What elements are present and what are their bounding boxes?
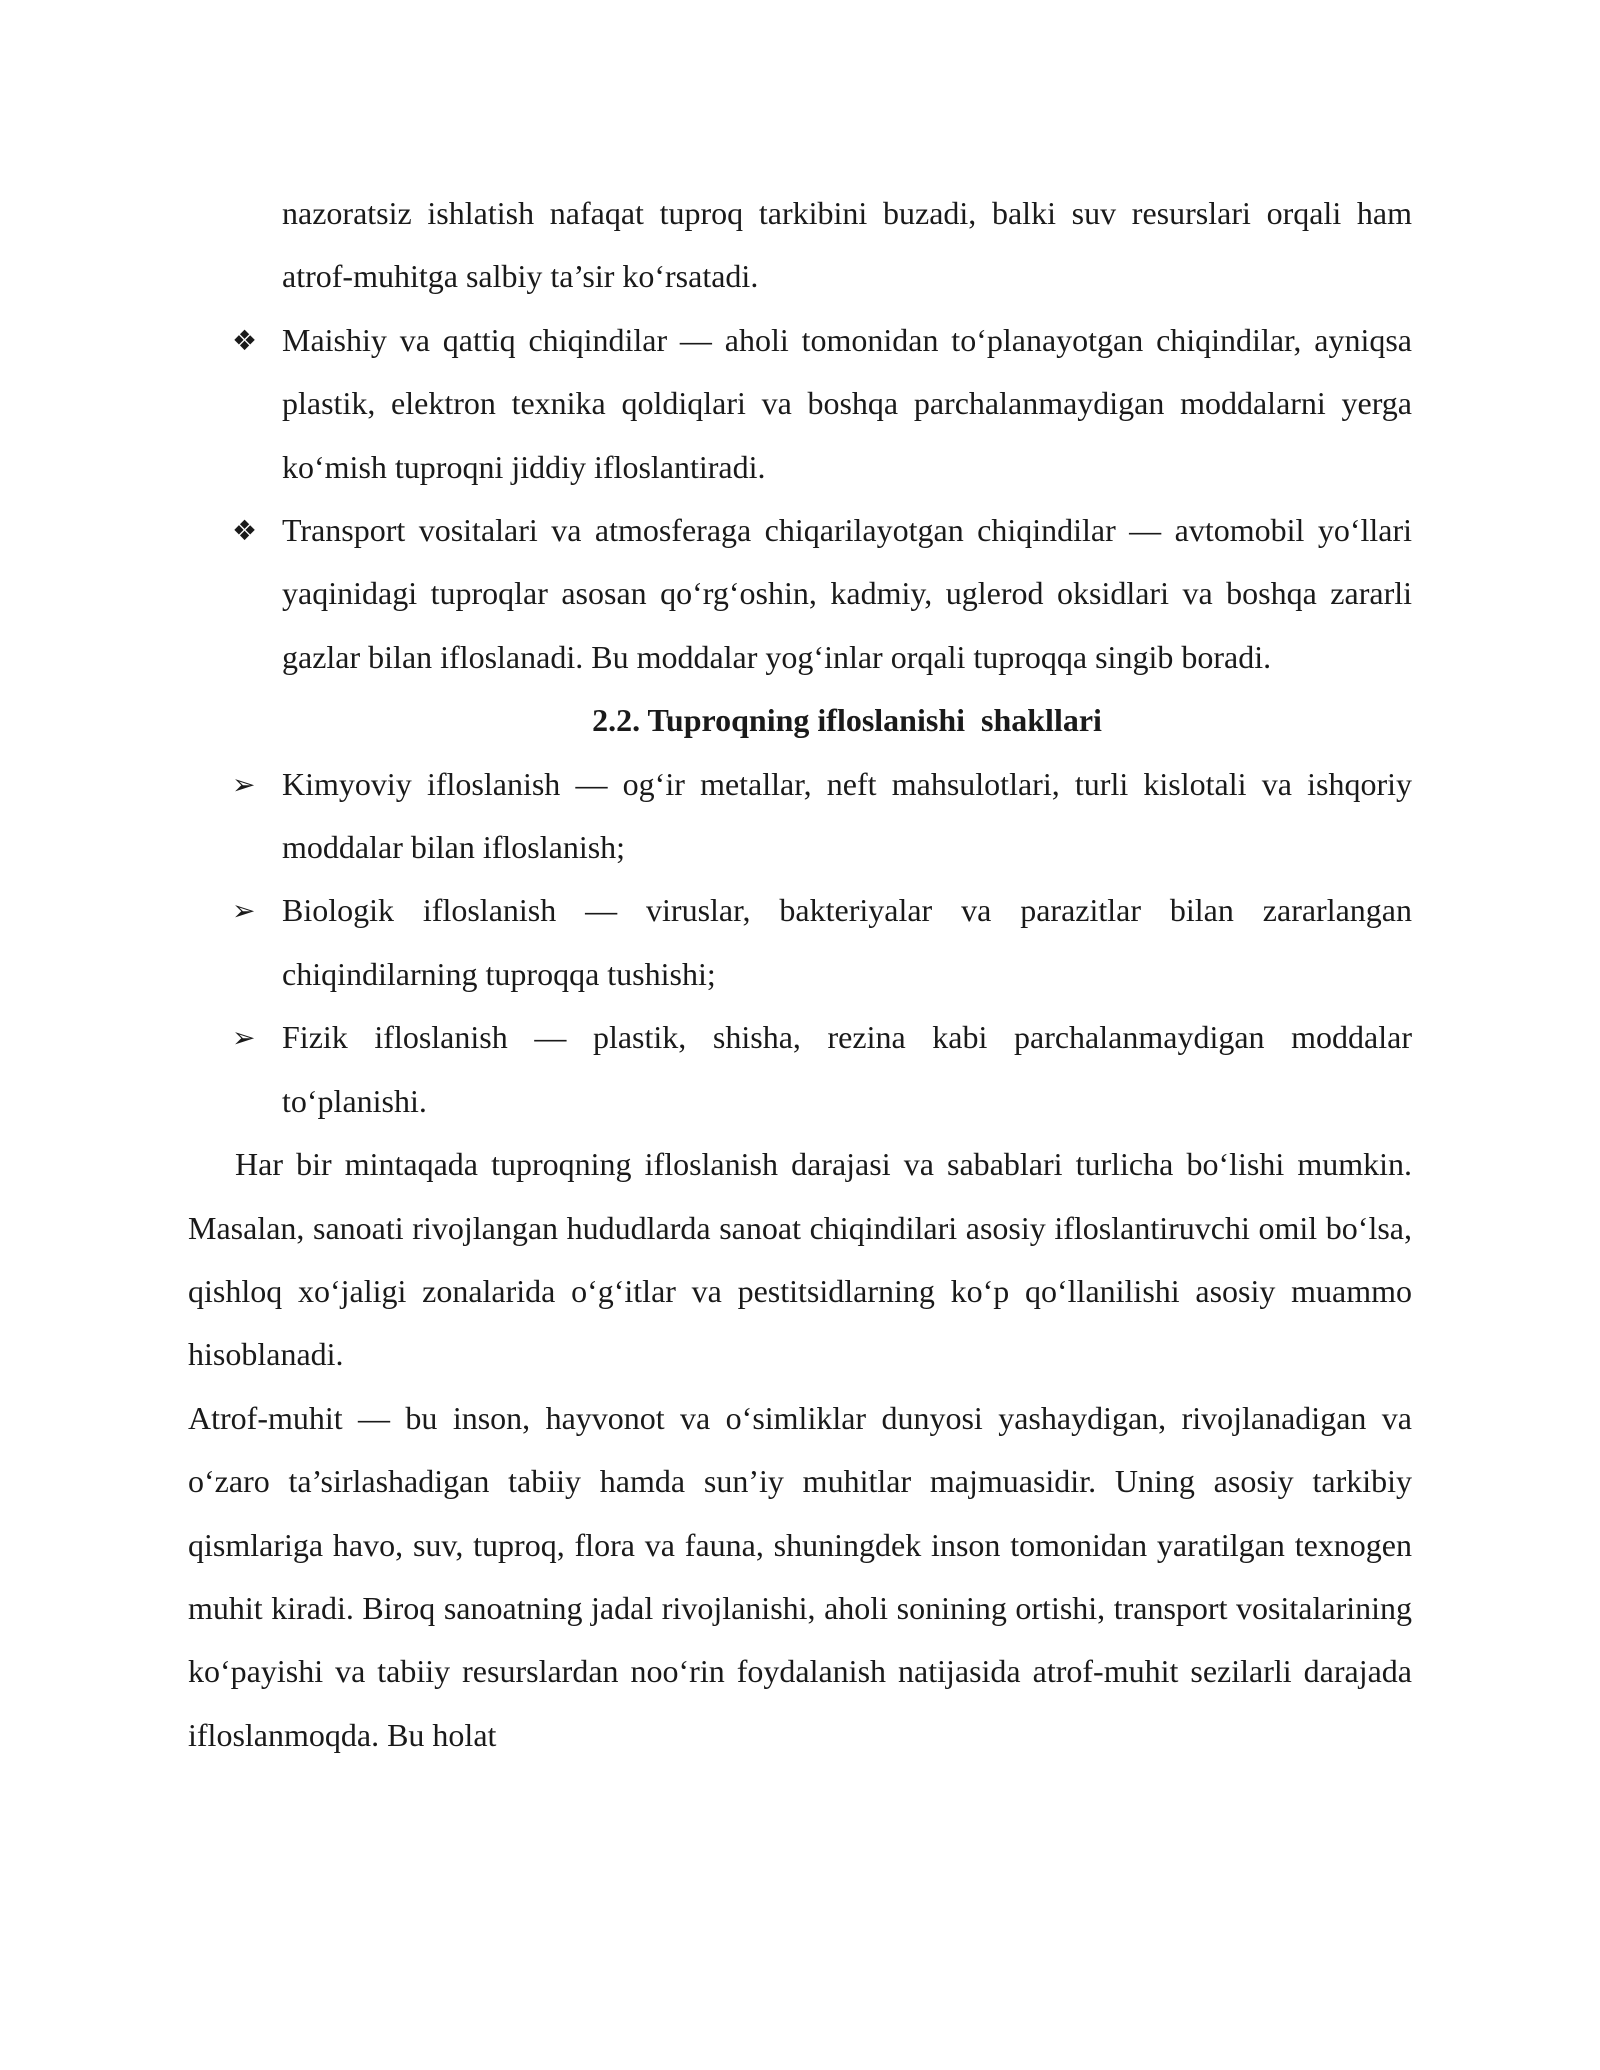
section-heading: 2.2. Tuproqning ifloslanishi shakllari <box>592 702 1102 739</box>
bullet-text: Maishiy va qattiq chiqindilar — aholi tomonidan to‘planayotgan chiqindilar, ayniqsa plastik, elektron texnika qoldiqlari va boshqa parchalanmaydigan moddalarni yerga ko‘mish tuproqni jiddiy ifloslantiradi. <box>282 321 1412 485</box>
bullet-item-transport <box>188 499 1412 689</box>
body-paragraph-environment: Atrof-muhit — bu inson, hayvonot va o‘simliklar dunyosi yashaydigan, rivojlanadigan va o‘zaro ta’sirlashadigan tabiiy hamda sun’iy muhitlar majmuasidir. Uning asosiy tarkibiy qismlariga havo, suv, tuproq, flora va fauna, shuningdek inson tomonidan yaratilgan texnogen muhit kiradi. Biroq sanoatning jadal rivojlanishi, aholi sonining ortishi, transport vositalarining ko‘payishi va tabiiy resurslardan noo‘rin foydalanish natijasida atrof-muhit sezilarli darajada ifloslanmoqda. Bu holat <box>188 1399 1412 1753</box>
body-paragraph-regions: Har bir mintaqada tuproqning ifloslanish darajasi va sabablari turlicha bo‘lishi mumkin. Masalan, sanoati rivojlangan hududlarda sanoat chiqindilari asosiy ifloslantiruvchi omil bo‘lsa, qishloq xo‘jaligi zonalarida o‘g‘itlar va pestitsidlarning ko‘p qo‘llanilishi asosiy muammo hisoblanadi. <box>188 1146 1412 1373</box>
arrow-bullet-icon: ➢ <box>232 1021 256 1055</box>
bullet-text: Fizik ifloslanish — plastik, shisha, rezina kabi parchalanmaydigan moddalar to‘planishi. <box>282 1019 1412 1119</box>
bullet-text: Kimyoviy ifloslanish — og‘ir metallar, neft mahsulotlari, turli kislotali va ishqoriy moddalar bilan ifloslanish; <box>282 765 1412 866</box>
continuation-paragraph: nazoratsiz ishlatish nafaqat tuproq tarkibini buzadi, balki suv resurslari orqali ham atrof-muhitga salbiy ta’sir ko‘rsatadi. <box>282 195 1412 295</box>
bullet-item-biological <box>188 879 1412 1006</box>
diamond-bullet-icon: ❖ <box>232 514 258 548</box>
bullet-text: Biologik ifloslanish — viruslar, bakteriyalar va parazitlar bilan zararlangan chiqindilarning tuproqqa tushishi; <box>282 892 1412 992</box>
bullet-item-household-waste <box>188 309 1412 499</box>
bullet-item-physical <box>188 1006 1412 1133</box>
bullet-item-chemical <box>188 753 1412 880</box>
bullet-text: Transport vositalari va atmosferaga chiqarilayotgan chiqindilar — avtomobil yo‘llari yaqinidagi tuproqlar asosan qo‘rg‘oshin, kadmiy, uglerod oksidlari va boshqa zararli gazlar bilan ifloslanadi. Bu moddalar yog‘inlar orqali tuproqqa singib boradi. <box>282 512 1412 675</box>
arrow-bullet-icon: ➢ <box>232 767 256 801</box>
diamond-bullet-icon: ❖ <box>232 323 258 357</box>
arrow-bullet-icon: ➢ <box>232 894 256 928</box>
